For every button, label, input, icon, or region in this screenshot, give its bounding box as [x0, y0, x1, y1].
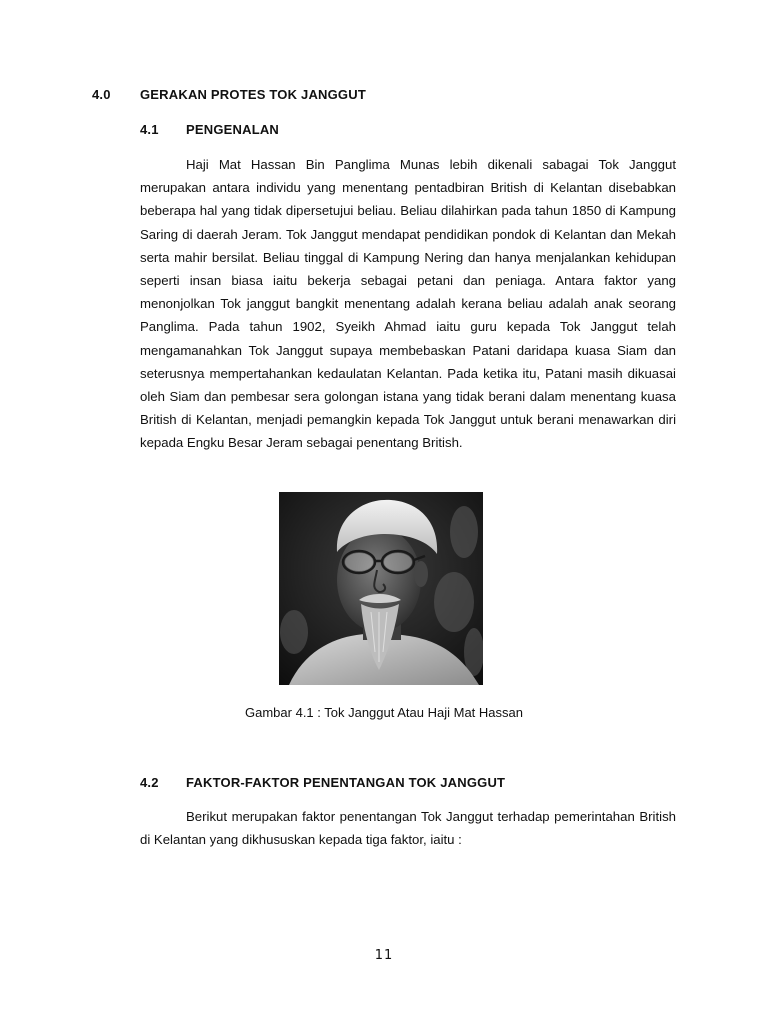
section-title: PENGENALAN	[186, 122, 280, 137]
figure-caption	[0, 705, 768, 720]
intro-paragraph-text: Haji Mat Hassan Bin Panglima Munas lebih dikenali sabagai Tok Janggut merupakan antara individu yang menentang pentadbiran British di Kelantan disebabkan beberapa hal yang tidak dipersetujui beliau. Beliau dilahirkan pada tahun 1850 di Kampung Saring di daerah Jeram. Tok Janggut mendapat pendidikan pondok di Kelantan dan Mekah serta mahir bersilat. Beliau tinggal di Kampung Nering dan hanya menjalankan kehidupan seperti insan biasa iaitu bekerja sebagai petani dan peniaga. Antara faktor yang menonjolkan Tok janggut bangkit menentang adalah kerana beliau adalah anak seorang Panglima. Pada tahun 1902, Syeikh Ahmad iaitu guru kepada Tok Janggut telah mengamanahkan Tok Janggut supaya membebaskan Patani daridapa kuasa Siam dan seterusnya mempertahankan kedaulatan Kelantan. Pada ketika itu, Patani masih dikuasai oleh Siam dan pembesar sera golongan istana yang tidak berani dalam menentang kuasa British di Kelantan, menjadi pemangkin kepada Tok Janggut untuk berani menawarkan diri kepada Engku Besar Jeram sebagai penentang British.	[140, 157, 676, 451]
figure-caption-text: Gambar 4.1 : Tok Janggut Atau Haji Mat Hassan	[245, 705, 523, 720]
intro-paragraph	[140, 153, 676, 455]
factors-paragraph	[140, 805, 676, 851]
section-number: 4.0	[92, 87, 111, 102]
section-title: GERAKAN PROTES TOK JANGGUT	[140, 87, 366, 102]
section-number: 4.2	[140, 775, 159, 790]
section-title: FAKTOR-FAKTOR PENENTANGAN TOK JANGGUT	[186, 775, 506, 790]
factors-paragraph-text: Berikut merupakan faktor penentangan Tok Janggut terhadap pemerintahan British di Kelantan yang dikhususkan kepada tiga faktor, iaitu :	[140, 809, 676, 848]
page-number: 11	[374, 948, 394, 963]
tok-janggut-photo	[279, 492, 483, 685]
section-number: 4.1	[140, 122, 159, 137]
